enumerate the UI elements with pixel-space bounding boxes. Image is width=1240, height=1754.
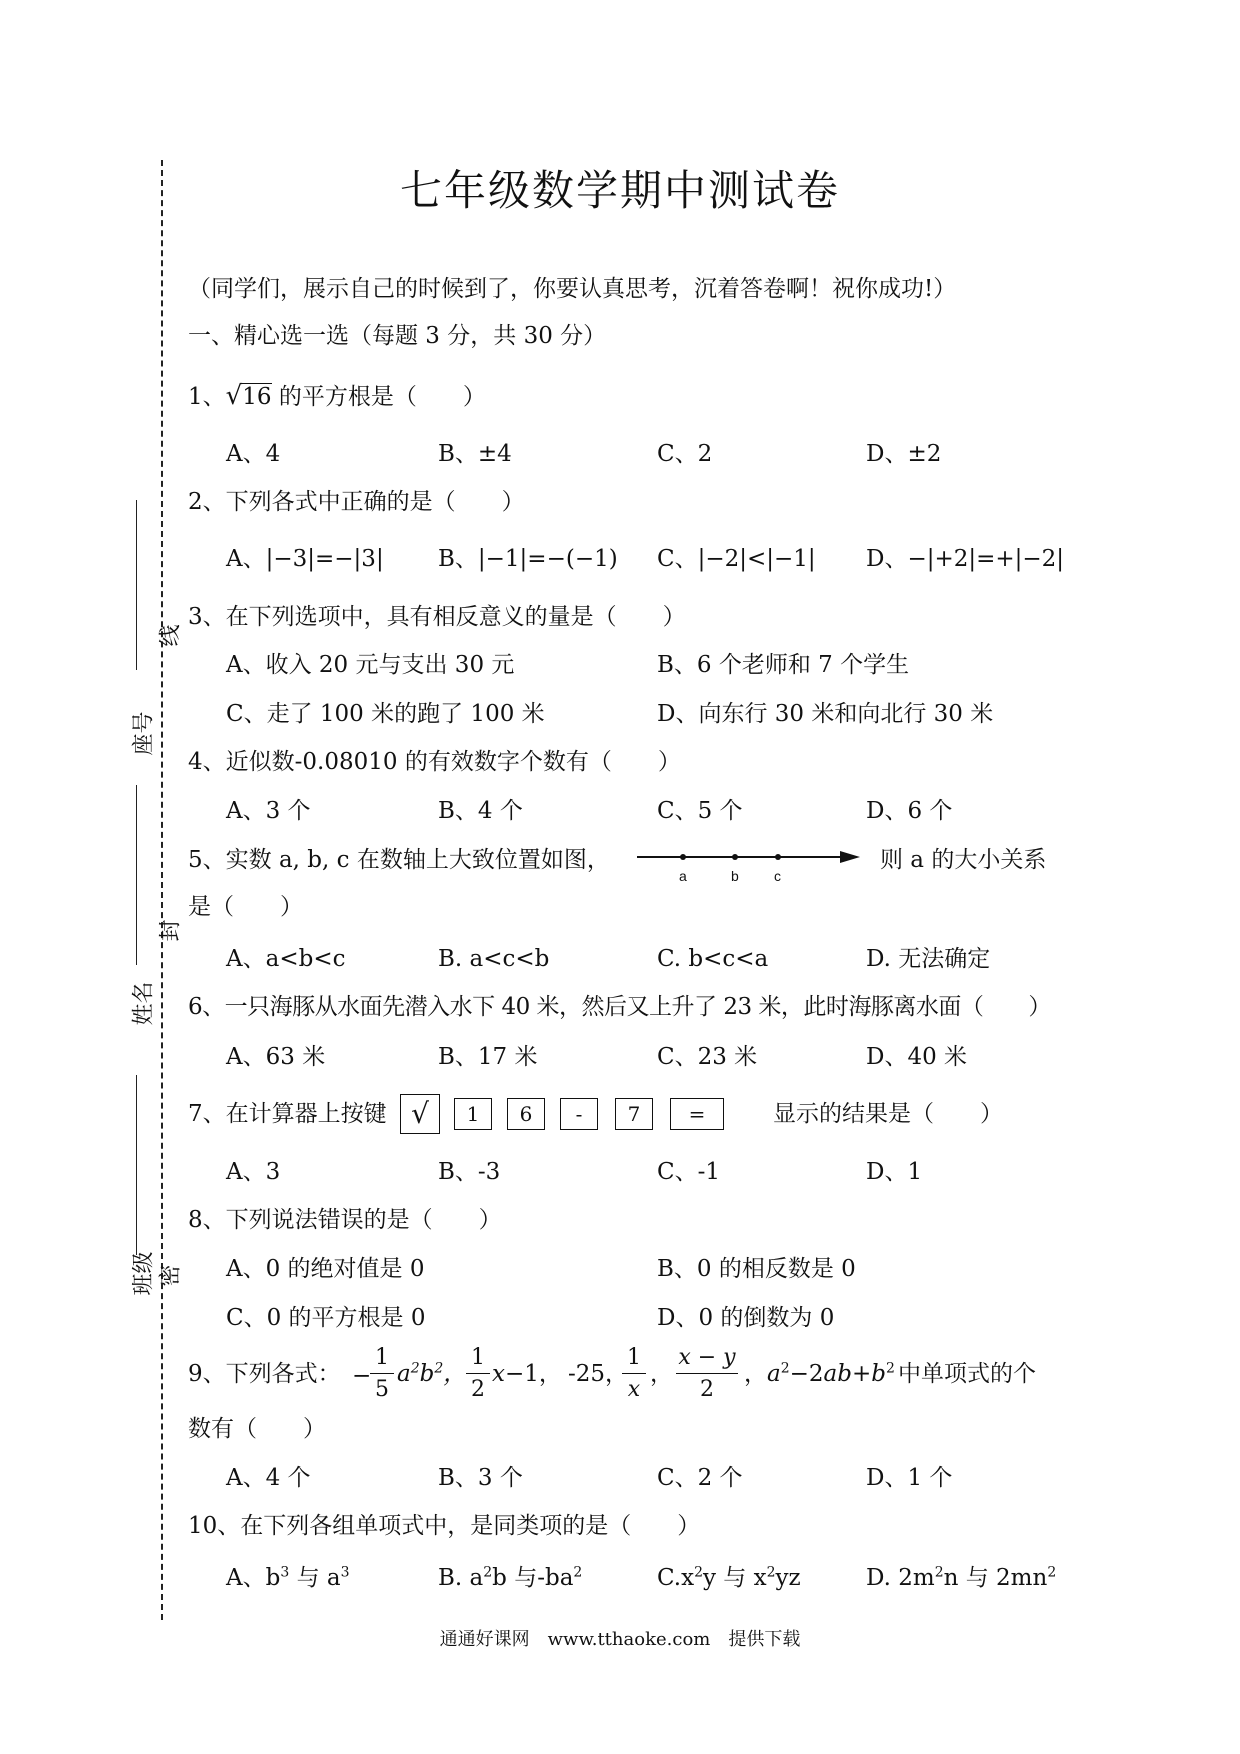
q3-option-c: C、走了 100 米的跑了 100 米: [226, 701, 545, 727]
name-label: 姓名: [131, 981, 157, 1026]
question-2: 2、下列各式中正确的是（ ）: [188, 489, 525, 515]
axis-label-b: b: [731, 868, 739, 884]
frac1-num: 1: [375, 1345, 389, 1370]
q1-option-a: A、4: [226, 441, 281, 467]
binding-secret-label: 密: [158, 1264, 184, 1287]
seat-blank-line: [136, 500, 137, 670]
frac2-num: 1: [471, 1345, 485, 1370]
q6-option-c: C、23 米: [657, 1044, 758, 1070]
question-7: 7、在计算器上按键: [188, 1101, 387, 1127]
q5-option-b: B. a<c<b: [438, 946, 550, 972]
axis-label-a: a: [679, 868, 687, 884]
q2-option-b: B、|−1|=−(−1): [438, 546, 618, 572]
binding-seal-label: 封: [158, 919, 184, 942]
q7-tail: 显示的结果是（ ）: [773, 1101, 1003, 1127]
page-title: 七年级数学期中测试卷: [399, 166, 840, 215]
q9-neg25: -25，: [568, 1361, 629, 1387]
key-equals: =: [670, 1098, 724, 1130]
frac2-den: 2: [471, 1377, 485, 1402]
q1-option-d: D、±2: [866, 441, 942, 467]
q8-option-d: D、0 的倒数为 0: [657, 1305, 835, 1331]
question-8: 8、下列说法错误的是（ ）: [188, 1207, 502, 1233]
frac4-num: x − y: [678, 1345, 736, 1370]
question-9: 9、下列各式：: [188, 1361, 341, 1387]
intro-text: （同学们，展示自己的时候到了，你要认真思考，沉着答卷啊！祝你成功!）: [188, 276, 957, 302]
q7-option-d: D、1: [866, 1159, 923, 1185]
q9-term-2: x−1，: [492, 1361, 562, 1387]
q7-option-b: B、-3: [438, 1159, 501, 1185]
q6-option-a: A、63 米: [226, 1044, 326, 1070]
q9-option-d: D、1 个: [866, 1465, 953, 1491]
q9-comma: ，: [650, 1361, 673, 1387]
q2-option-d: D、−|+2|=+|−2|: [866, 546, 1065, 572]
q6-option-b: B、17 米: [438, 1044, 538, 1070]
q9-frac-1: [370, 1345, 394, 1402]
q5-option-d: D. 无法确定: [866, 946, 991, 972]
key-7: 7: [615, 1098, 653, 1130]
frac1-den: 5: [375, 1377, 389, 1402]
seat-label: 座号: [131, 711, 157, 756]
q5-option-a: A、a<b<c: [226, 946, 346, 972]
frac3-den: x: [627, 1377, 641, 1402]
section1-heading: 一、精心选一选（每题 3 分，共 30 分）: [188, 323, 607, 349]
q9-minus: −: [352, 1363, 372, 1389]
q9-term-1: $a^2b^2$，: [397, 1360, 467, 1387]
q5-tail: 则 a 的大小关系: [880, 847, 1047, 873]
q1-option-b: B、±4: [438, 441, 512, 467]
q2-option-a: A、|−3|=−|3|: [226, 546, 384, 572]
q3-option-b: B、6 个老师和 7 个学生: [657, 652, 910, 678]
q9-frac-3: [622, 1345, 646, 1402]
q1-radicand: 16: [242, 384, 272, 410]
number-line-diagram: [635, 840, 865, 890]
q10-option-b: B. $a^2b$ 与$-ba^2$: [438, 1564, 583, 1591]
q4-option-b: B、4 个: [438, 798, 523, 824]
q10-option-c: $C.x^2y$ 与 $x^2yz$: [657, 1564, 801, 1591]
q8-option-c: C、0 的平方根是 0: [226, 1305, 426, 1331]
q4-option-d: D、6 个: [866, 798, 953, 824]
q1-stem: 的平方根是（ ）: [278, 384, 486, 410]
q7-option-c: C、-1: [657, 1159, 721, 1185]
q7-option-a: A、3: [226, 1159, 281, 1185]
q9-option-a: A、4 个: [226, 1465, 311, 1491]
q1-prefix: 1、: [188, 384, 226, 410]
binding-line-label: 线: [158, 624, 184, 647]
q6-option-d: D、40 米: [866, 1044, 968, 1070]
class-label: 班级: [131, 1251, 157, 1296]
question-5: 5、实数 a, b, c 在数轴上大致位置如图，: [188, 847, 610, 873]
frac4-den: 2: [700, 1377, 714, 1402]
key-minus: -: [560, 1098, 598, 1130]
q9-term-3: ，$a^2-2ab+b^2$: [744, 1360, 895, 1387]
question-6: 6、一只海豚从水面先潜入水下 40 米，然后又上升了 23 米，此时海豚离水面（ ）: [188, 994, 1051, 1020]
footer-text: 通通好课网 www.tthaoke.com 提供下载: [439, 1629, 801, 1650]
class-blank-line: [136, 1075, 137, 1255]
axis-label-c: c: [774, 868, 781, 884]
sqrt-icon: √: [225, 381, 243, 411]
q9-stem2: 数有（ ）: [188, 1416, 326, 1442]
key-1: 1: [454, 1098, 492, 1130]
q3-option-a: A、收入 20 元与支出 30 元: [226, 652, 515, 678]
question-10: 10、在下列各组单项式中，是同类项的是（ ）: [188, 1513, 701, 1539]
q9-option-b: B、3 个: [438, 1465, 523, 1491]
q9-frac-4: [676, 1345, 738, 1402]
binding-dashed-line: [161, 160, 163, 1620]
q9-frac-2: [466, 1345, 490, 1402]
question-1: [188, 382, 486, 411]
sqrt-key: √: [400, 1094, 440, 1134]
name-blank-line: [136, 785, 137, 965]
q10-option-d: D. $2m^2n$ 与 $2mn^2$: [866, 1564, 1057, 1591]
q10-option-a: A、$b^3$ 与 $a^3$: [226, 1564, 350, 1591]
q9-option-c: C、2 个: [657, 1465, 743, 1491]
q5-stem2: 是（ ）: [188, 894, 303, 920]
question-3: 3、在下列选项中，具有相反意义的量是（ ）: [188, 604, 686, 630]
question-4: 4、近似数-0.08010 的有效数字个数有（ ）: [188, 749, 681, 775]
q4-option-a: A、3 个: [226, 798, 311, 824]
q5-option-c: C. b<c<a: [657, 946, 769, 972]
q9-tail: 中单项式的个: [898, 1361, 1036, 1387]
q4-option-c: C、5 个: [657, 798, 743, 824]
q1-option-c: C、2: [657, 441, 713, 467]
q3-option-d: D、向东行 30 米和向北行 30 米: [657, 701, 994, 727]
q8-option-b: B、0 的相反数是 0: [657, 1256, 856, 1282]
key-6: 6: [507, 1098, 545, 1130]
q2-option-c: C、|−2|<|−1|: [657, 546, 816, 572]
frac3-num: 1: [627, 1345, 641, 1370]
q8-option-a: A、0 的绝对值是 0: [226, 1256, 425, 1282]
